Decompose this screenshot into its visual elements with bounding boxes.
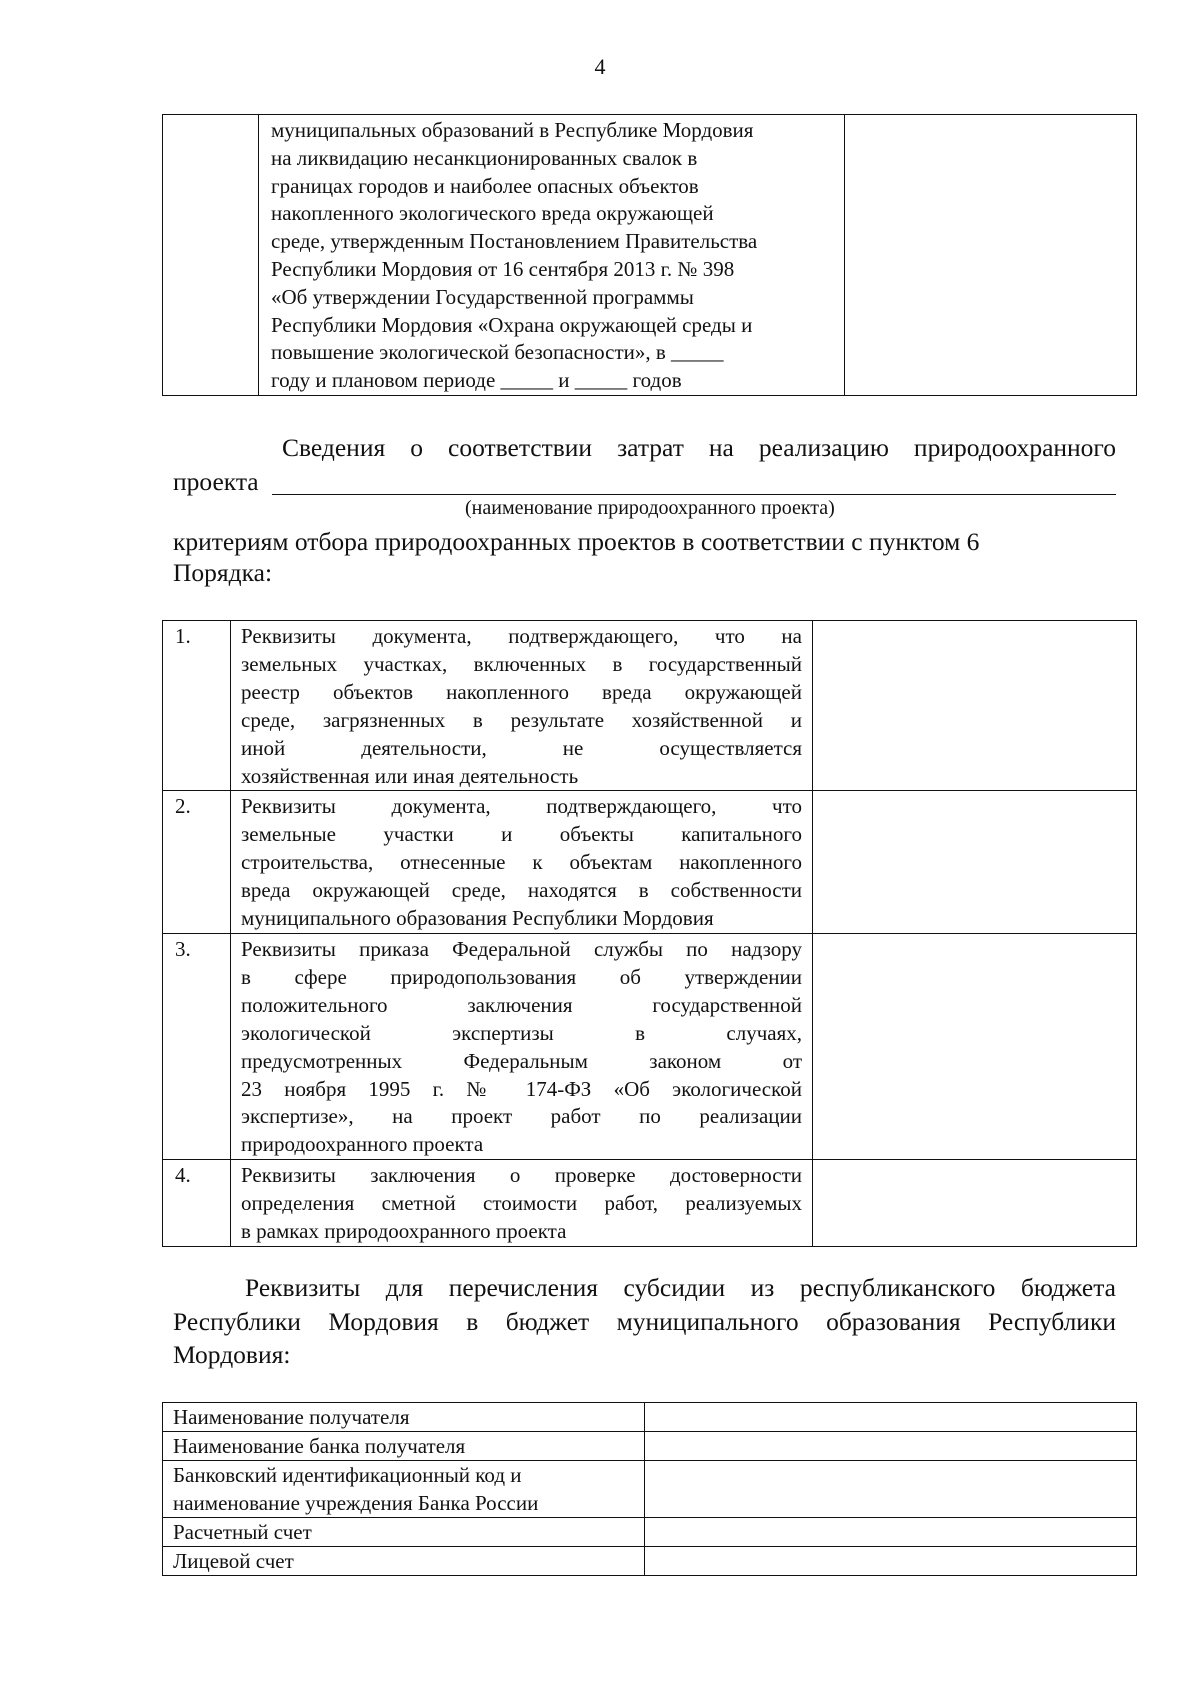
text-line: Республики Мордовия «Охрана окружающей среды и (271, 312, 753, 337)
text-line: иной деятельности, не осуществляется (241, 735, 802, 760)
text-line: предусмотренных Федеральным законом от (241, 1048, 802, 1073)
criterion-number: 3. (163, 933, 231, 1159)
text-line: муниципальных образований в Республике Мордовия (271, 118, 754, 142)
text-line: в рамках природоохранного проекта (241, 1219, 567, 1244)
field-value-cell[interactable] (645, 1518, 1137, 1547)
text-line: среде, утвержденным Постановлением Правительства (271, 229, 758, 254)
table-row (163, 1547, 1137, 1576)
text-line: Наименование получателя (173, 1405, 410, 1429)
criterion-description (231, 621, 813, 791)
text-line: природоохранного проекта (241, 1132, 484, 1157)
project-name-caption: (наименование природоохранного проекта) (465, 497, 835, 519)
text-line: в сфере природопользования об утверждении (241, 964, 802, 989)
section-costs-line4: Порядка: (173, 558, 273, 587)
criterion-description (231, 1160, 813, 1247)
table-row (163, 933, 1137, 1159)
section-bank-line2: Республики Мордовия в бюджет муниципального образования Республики (173, 1307, 1116, 1336)
value-cell[interactable] (845, 115, 1137, 396)
criterion-description (231, 791, 813, 934)
number-cell (163, 115, 259, 396)
field-value-cell[interactable] (645, 1403, 1137, 1432)
table-row (163, 1403, 1137, 1432)
criterion-number: 1. (163, 621, 231, 791)
text-line: накопленного экологического вреда окружающей (271, 201, 714, 226)
text-line: положительного заключения государственной (241, 992, 802, 1017)
text-line: Реквизиты приказа Федеральной службы по надзору (241, 936, 802, 961)
text-line: строительства, отнесенные к объектам накопленного (241, 850, 802, 875)
text-line: муниципального образования Республики Мордовия (241, 906, 714, 931)
criterion-number: 2. (163, 791, 231, 934)
criterion-number: 4. (163, 1160, 231, 1247)
criteria-table (162, 620, 1137, 1247)
text-line: определения сметной стоимости работ, реализуемых (241, 1191, 802, 1216)
text-line: Республики Мордовия от 16 сентября 2013 г. № 398 (271, 256, 735, 281)
text-line: среде, загрязненных в результате хозяйственной и (241, 707, 802, 732)
text-line: на ликвидацию несанкционированных свалок в (271, 145, 698, 170)
text-line: повышение экологической безопасности», в _____ (271, 340, 724, 365)
text-line: экологической экспертизы в случаях, (241, 1020, 802, 1045)
table-row (163, 1461, 1137, 1518)
field-label (163, 1461, 645, 1518)
text-line: Лицевой счет (173, 1549, 294, 1573)
text-line: реестр объектов накопленного вреда окружающей (241, 679, 802, 704)
section-costs-line2: проекта (173, 467, 259, 496)
criterion-value-cell[interactable] (813, 791, 1137, 934)
field-value-cell[interactable] (645, 1432, 1137, 1461)
criterion-value-cell[interactable] (813, 621, 1137, 791)
field-value-cell[interactable] (645, 1547, 1137, 1576)
text-line: границах городов и наиболее опасных объектов (271, 173, 699, 198)
text-line: Реквизиты документа, подтверждающего, что (241, 794, 802, 819)
table-row (163, 115, 1137, 396)
text-line: году и плановом периоде _____ и _____ годов (271, 368, 682, 393)
section-costs-line3: критериям отбора природоохранных проектов в соответствии с пунктом 6 (173, 527, 980, 556)
text-line: Наименование банка получателя (173, 1434, 466, 1458)
text-line: земельные участки и объекты капитального (241, 822, 802, 847)
table-row (163, 791, 1137, 934)
field-value-cell[interactable] (645, 1461, 1137, 1518)
text-line: земельных участках, включенных в государственный (241, 651, 802, 676)
section-bank-line3: Мордовия: (173, 1340, 291, 1369)
table-row (163, 1432, 1137, 1461)
criterion-value-cell[interactable] (813, 1160, 1137, 1247)
field-label (163, 1547, 645, 1576)
field-label (163, 1432, 645, 1461)
field-label (163, 1403, 645, 1432)
continuation-table (162, 114, 1137, 396)
text-line: Реквизиты документа, подтверждающего, что на (241, 624, 802, 648)
text-line: «Об утверждении Государственной программы (271, 284, 694, 309)
field-label (163, 1518, 645, 1547)
text-line: наименование учреждения Банка России (173, 1491, 539, 1515)
table-row (163, 1160, 1137, 1247)
text-line: 23 ноября 1995 г. № 174-ФЗ «Об экологической (241, 1076, 802, 1101)
section-bank-line1: Реквизиты для перечисления субсидии из республиканского бюджета (245, 1273, 1116, 1302)
text-line: Реквизиты заключения о проверке достоверности (241, 1163, 802, 1188)
table-row (163, 621, 1137, 791)
page-number: 4 (594, 54, 606, 79)
criterion-description (231, 933, 813, 1159)
bank-details-table (162, 1402, 1137, 1576)
criterion-value-cell[interactable] (813, 933, 1137, 1159)
text-line: Расчетный счет (173, 1520, 312, 1544)
project-name-field[interactable] (272, 466, 1116, 495)
text-line: хозяйственная или иная деятельность (241, 763, 579, 788)
description-cell (259, 115, 845, 396)
text-line: вреда окружающей среде, находятся в собственности (241, 878, 802, 903)
section-costs-line1: Сведения о соответствии затрат на реализацию природоохранного (282, 433, 1116, 462)
table-row (163, 1518, 1137, 1547)
text-line: экспертизе», на проект работ по реализации (241, 1104, 802, 1129)
text-line: Банковский идентификационный код и (173, 1463, 522, 1487)
